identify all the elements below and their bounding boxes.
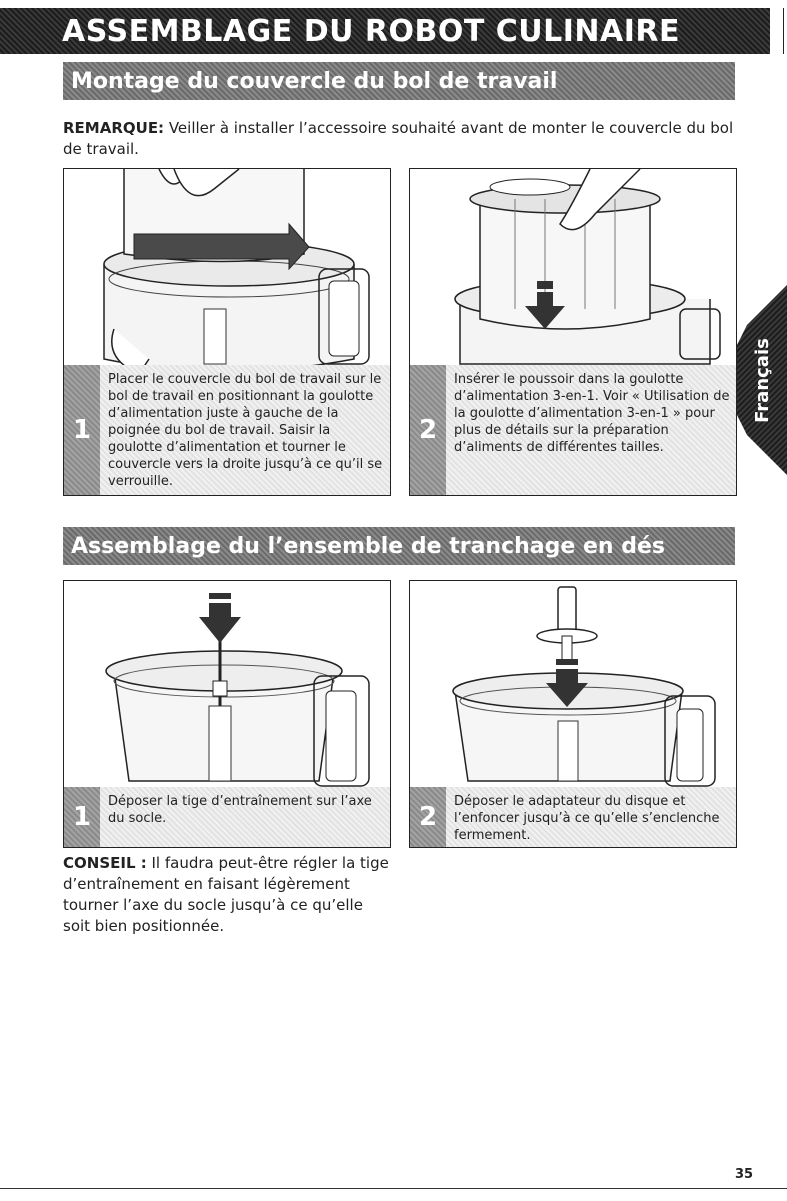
step-number: 2: [410, 365, 446, 495]
step-text: Déposer la tige d’entraînement sur l’axe du socle.: [108, 794, 372, 826]
section-heading-lid: [63, 62, 735, 100]
note-label: REMARQUE:: [63, 119, 165, 137]
step-panel-lid-1: [63, 168, 391, 496]
disc-adapter-illustration: [410, 581, 736, 791]
step-caption: [410, 365, 736, 495]
step-number: 2: [410, 787, 446, 847]
step-caption: [64, 365, 390, 495]
step-text: Placer le couvercle du bol de travail sur le bol de travail en positionnant la goulotte d’alimentation juste à gauche de la poignée du bol de travail. Saisir la goulotte d’alimentation et tourner le couvercle vers la droite jusqu’à ce qu’il se verrouille.: [108, 372, 383, 489]
note-text: Veiller à installer l’accessoire souhaité avant de monter le couvercle du bol de travail.: [63, 119, 734, 158]
note-paragraph: [63, 118, 743, 160]
tip-label: CONSEIL :: [63, 854, 147, 872]
step-text: Déposer le adaptateur du disque et l’enfoncer jusqu’à ce qu’elle s’enclenche fermement.: [454, 794, 720, 843]
drive-stem-illustration: [64, 581, 390, 791]
lid-placement-illustration: [64, 169, 390, 379]
page-number: 35: [735, 1167, 754, 1182]
side-tab-label: Français: [751, 337, 773, 423]
page-title: ASSEMBLAGE DU ROBOT CULINAIRE: [62, 13, 681, 49]
section-heading-lid-text: Montage du couvercle du bol de travail: [71, 68, 558, 94]
side-tab-label-wrap: [737, 285, 787, 475]
step-panel-dicing-1: [63, 580, 391, 848]
step-caption: [410, 787, 736, 847]
step-text: Insérer le poussoir dans la goulotte d’alimentation 3-en-1. Voir « Utilisation de la goulotte d’alimentation 3-en-1 » pour plus de détails sur la préparation d’aliments de différentes tailles.: [454, 372, 730, 455]
step-number: 1: [64, 787, 100, 847]
pusher-insert-illustration: [410, 169, 736, 379]
tip-text: Il faudra peut-être régler la tige d’entraînement en faisant légèrement tourner l’axe du socle jusqu’à ce qu’elle soit bien positionnée.: [63, 854, 389, 935]
step-panel-dicing-2: [409, 580, 737, 848]
section-heading-dicing: [63, 527, 735, 565]
footer-rule: [0, 1188, 787, 1189]
step-number: 1: [64, 365, 100, 495]
tip-paragraph: [63, 853, 393, 937]
step-panel-lid-2: [409, 168, 737, 496]
language-side-tab: [737, 285, 787, 475]
section-heading-dicing-text: Assemblage du l’ensemble de tranchage en dés: [71, 533, 665, 559]
step-caption: [64, 787, 390, 847]
page-title-bar: [0, 8, 770, 54]
header-rule: [783, 8, 784, 54]
